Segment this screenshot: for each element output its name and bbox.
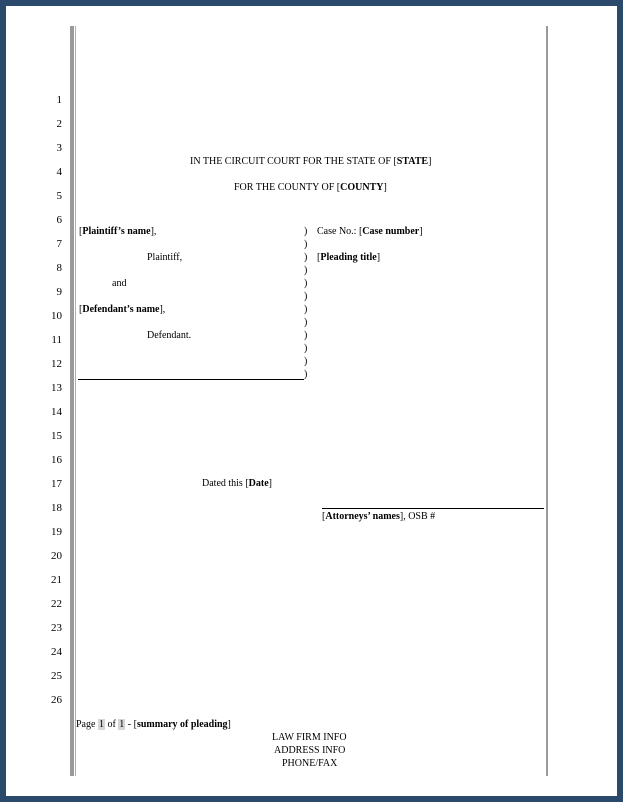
- plaintiff-name-line: [Plaintiff’s name],: [79, 226, 157, 237]
- county-field[interactable]: COUNTY: [340, 182, 384, 193]
- line-number: 19: [51, 526, 62, 538]
- and-label: and: [112, 278, 127, 289]
- caption-paren: ): [304, 278, 308, 289]
- pleading-page: [6, 6, 617, 796]
- line-number: 14: [51, 406, 62, 418]
- caption-paren: ): [304, 291, 308, 302]
- line-number: 21: [51, 574, 62, 586]
- line-number: 10: [51, 310, 62, 322]
- line-number: 18: [51, 502, 62, 514]
- page-footer: Page 1 of 1 - [summary of pleading]: [76, 719, 231, 730]
- line-number: 9: [56, 286, 62, 298]
- line-number: 6: [56, 214, 62, 226]
- line-number: 25: [51, 670, 62, 682]
- line-number: 11: [51, 334, 62, 346]
- line-number: 22: [51, 598, 62, 610]
- caption-paren: ): [304, 252, 308, 263]
- state-field[interactable]: STATE: [396, 156, 429, 167]
- signature-line: [322, 508, 544, 509]
- line-number: 17: [51, 478, 62, 490]
- case-number-field[interactable]: Case number: [362, 226, 420, 237]
- caption-paren: ): [304, 317, 308, 328]
- date-field[interactable]: Date: [248, 478, 269, 489]
- pleading-title-line: [Pleading title]: [317, 252, 381, 263]
- line-number: 1: [56, 94, 62, 106]
- caption-paren: ): [304, 239, 308, 250]
- line-number: 23: [51, 622, 62, 634]
- defendant-name-field[interactable]: Defendant’s name: [82, 304, 160, 315]
- left-margin-rule: [70, 26, 74, 776]
- line-number: 2: [56, 118, 62, 130]
- address-info: ADDRESS INFO: [274, 745, 346, 756]
- phone-fax-info: PHONE/FAX: [282, 758, 338, 769]
- line-number: 15: [51, 430, 62, 442]
- line-number: 7: [56, 238, 62, 250]
- line-number: 24: [51, 646, 62, 658]
- caption-paren: ): [304, 356, 308, 367]
- line-number: 5: [56, 190, 62, 202]
- case-number-line: Case No.: [Case number]: [317, 226, 423, 237]
- page-number-field: 1: [98, 719, 104, 730]
- line-number: 26: [51, 694, 62, 706]
- line-number: 12: [51, 358, 62, 370]
- defendant-role: Defendant.: [147, 330, 192, 341]
- defendant-name-line: [Defendant’s name],: [79, 304, 166, 315]
- line-number: 20: [51, 550, 62, 562]
- left-margin-rule-thin: [75, 26, 76, 776]
- attorneys-names-field[interactable]: Attorneys’ names: [325, 511, 400, 522]
- court-heading-state: IN THE CIRCUIT COURT FOR THE STATE OF [STATE]: [190, 156, 432, 167]
- caption-paren: ): [304, 265, 308, 276]
- line-number: 16: [51, 454, 62, 466]
- line-number: 8: [56, 262, 62, 274]
- caption-paren: ): [304, 226, 308, 237]
- plaintiff-name-field[interactable]: Plaintiff’s name: [82, 226, 151, 237]
- caption-paren: ): [304, 304, 308, 315]
- pleading-title-field[interactable]: Pleading title: [320, 252, 377, 263]
- caption-paren: ): [304, 330, 308, 341]
- court-heading-county: FOR THE COUNTY OF [COUNTY]: [234, 182, 387, 193]
- line-number: 4: [56, 166, 62, 178]
- dated-line: Dated this [Date]: [202, 478, 272, 489]
- attorney-line: [Attorneys’ names], OSB #: [322, 511, 436, 522]
- caption-paren: ): [304, 369, 308, 380]
- summary-field[interactable]: summary of pleading: [136, 719, 228, 730]
- caption-underline: [78, 379, 304, 380]
- firm-info: LAW FIRM INFO: [272, 732, 347, 743]
- right-margin-rule: [546, 26, 548, 776]
- page-total-field: 1: [119, 719, 125, 730]
- caption-paren: ): [304, 343, 308, 354]
- line-number: 3: [56, 142, 62, 154]
- line-number: 13: [51, 382, 62, 394]
- plaintiff-role: Plaintiff,: [147, 252, 183, 263]
